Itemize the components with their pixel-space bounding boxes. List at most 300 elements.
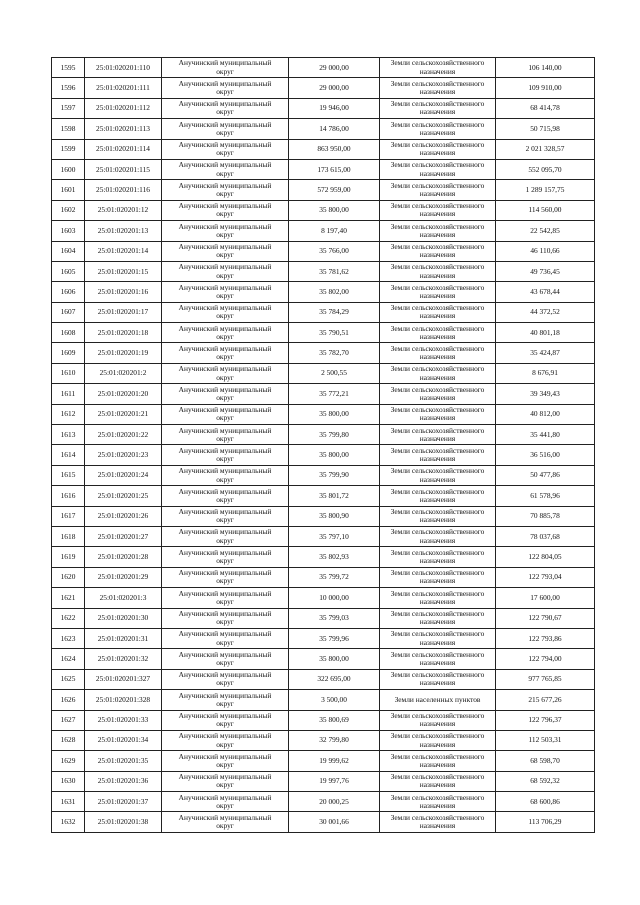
land-category-cell [380,465,496,485]
category-line-1: Земли сельскохозяйственного [390,445,485,455]
area-cell: 35 802,93 [289,547,380,567]
table-row [52,425,595,445]
cadastral-number-cell: 25:01:020201:30 [85,608,162,628]
row-number-cell: 1600 [52,159,85,179]
table-row [52,628,595,648]
row-number-cell: 1621 [52,588,85,608]
land-category-cell [380,588,496,608]
land-category-cell [380,78,496,98]
area-cell: 35 772,21 [289,384,380,404]
cadastral-number-cell: 25:01:020201:14 [85,241,162,261]
category-line-1: Земли сельскохозяйственного [390,303,485,313]
owner-line-1: Анучинский муниципальный [178,507,272,517]
land-category-cell [380,730,496,750]
area-cell: 19 997,76 [289,771,380,791]
owner-cell [162,445,289,465]
category-line-2: назначения [419,719,456,729]
table-row [52,506,595,526]
cadastral-number-cell: 25:01:020201:31 [85,628,162,648]
category-line-1: Земли сельскохозяйственного [390,507,485,517]
cadastral-value-cell: 50 477,86 [496,465,595,485]
cadastral-number-cell: 25:01:020201:32 [85,649,162,669]
cadastral-value-cell: 122 793,86 [496,628,595,648]
cadastral-number-cell: 25:01:020201:36 [85,771,162,791]
area-cell: 35 799,96 [289,628,380,648]
cadastral-value-cell: 35 441,80 [496,425,595,445]
cadastral-value-cell: 68 598,70 [496,751,595,771]
cadastral-value-cell: 977 765,85 [496,669,595,689]
cadastral-value-cell: 112 503,31 [496,730,595,750]
row-number-cell: 1595 [52,58,85,78]
row-number-cell: 1596 [52,78,85,98]
cadastral-value-cell: 552 095,70 [496,159,595,179]
owner-line-1: Анучинский муниципальный [178,670,272,680]
land-category-cell [380,139,496,159]
category-line-2: назначения [419,372,456,382]
owner-line-2: округ [216,87,234,97]
category-line-1: Земли сельскохозяйственного [390,343,485,353]
category-line-1: Земли сельскохозяйственного [390,221,485,231]
owner-line-1: Анучинский муниципальный [178,282,272,292]
owner-line-2: округ [216,535,234,545]
area-cell: 35 799,72 [289,567,380,587]
land-category-cell [380,343,496,363]
row-number-cell: 1601 [52,180,85,200]
cadastral-number-cell: 25:01:020201:115 [85,159,162,179]
table-row [52,323,595,343]
row-number-cell: 1608 [52,323,85,343]
row-number-cell: 1632 [52,812,85,832]
land-category-cell [380,58,496,78]
cadastral-number-cell: 25:01:020201:20 [85,384,162,404]
owner-line-2: округ [216,556,234,566]
cadastral-value-cell: 215 677,26 [496,690,595,710]
category-line-2: назначения [419,556,456,566]
owner-line-1: Анучинский муниципальный [178,160,272,170]
cadastral-number-cell: 25:01:020201:114 [85,139,162,159]
land-category-cell [380,159,496,179]
row-number-cell: 1628 [52,730,85,750]
table-row [52,200,595,220]
row-number-cell: 1624 [52,649,85,669]
owner-line-2: округ [216,189,234,199]
row-number-cell: 1623 [52,628,85,648]
row-number-cell: 1630 [52,771,85,791]
cadastral-number-cell: 25:01:020201:15 [85,261,162,281]
area-cell: 572 959,00 [289,180,380,200]
row-number-cell: 1603 [52,221,85,241]
cadastral-value-cell: 106 140,00 [496,58,595,78]
owner-line-2: округ [216,637,234,647]
table-row [52,119,595,139]
owner-line-2: округ [216,290,234,300]
owner-cell [162,180,289,200]
category-line-2: назначения [419,331,456,341]
area-cell: 35 800,90 [289,506,380,526]
land-category-cell [380,628,496,648]
owner-line-1: Анучинский муниципальный [178,140,272,150]
land-category-cell [380,486,496,506]
table-row [52,608,595,628]
owner-cell [162,771,289,791]
land-category-cell [380,241,496,261]
row-number-cell: 1620 [52,567,85,587]
owner-line-2: округ [216,209,234,219]
category-line-1: Земли сельскохозяйственного [390,609,485,619]
table-row [52,486,595,506]
category-line-1: Земли сельскохозяйственного [390,588,485,598]
owner-cell [162,78,289,98]
owner-line-1: Анучинский муниципальный [178,772,272,782]
category-line-2: назначения [419,270,456,280]
table-row [52,139,595,159]
land-category-cell [380,669,496,689]
owner-line-2: округ [216,658,234,668]
owner-line-1: Анучинский муниципальный [178,58,272,68]
area-cell: 19 946,00 [289,98,380,118]
cadastral-number-cell: 25:01:020201:3 [85,588,162,608]
owner-line-2: округ [216,739,234,749]
area-cell: 3 500,00 [289,690,380,710]
category-line-2: назначения [419,576,456,586]
area-cell: 35 800,00 [289,200,380,220]
category-line-1: Земли сельскохозяйственного [390,119,485,129]
category-line-1: Земли сельскохозяйственного [390,629,485,639]
category-line-1: Земли сельскохозяйственного [390,201,485,211]
category-line-1: Земли сельскохозяйственного [390,710,485,720]
owner-cell [162,343,289,363]
owner-line-1: Анучинский муниципальный [178,466,272,476]
area-cell: 863 950,00 [289,139,380,159]
land-category-cell [380,323,496,343]
cadastral-number-cell: 25:01:020201:27 [85,526,162,546]
owner-cell [162,363,289,383]
category-line-1: Земли сельскохозяйственного [390,99,485,109]
owner-cell [162,792,289,812]
cadastral-number-cell: 25:01:020201:38 [85,812,162,832]
area-cell: 35 799,80 [289,425,380,445]
owner-line-2: округ [216,494,234,504]
cadastral-number-cell: 25:01:020201:110 [85,58,162,78]
area-cell: 32 799,80 [289,730,380,750]
land-category-cell [380,180,496,200]
cadastral-value-cell: 122 804,05 [496,547,595,567]
row-number-cell: 1615 [52,465,85,485]
cadastral-number-cell: 25:01:020201:34 [85,730,162,750]
area-cell: 35 782,70 [289,343,380,363]
row-number-cell: 1626 [52,690,85,710]
land-category-cell [380,710,496,730]
owner-cell [162,404,289,424]
area-cell: 35 802,00 [289,282,380,302]
category-line-1: Земли сельскохозяйственного [390,242,485,251]
owner-cell [162,159,289,179]
category-line-1: Земли сельскохозяйственного [390,466,485,476]
owner-line-2: округ [216,413,234,423]
owner-line-2: округ [216,168,234,178]
land-category-cell [380,425,496,445]
row-number-cell: 1606 [52,282,85,302]
cadastral-value-cell: 8 676,91 [496,363,595,383]
land-category-cell [380,302,496,322]
cadastral-value-cell: 68 414,78 [496,98,595,118]
owner-cell [162,465,289,485]
owner-line-2: округ [216,352,234,362]
category-line-1: Земли сельскохозяйственного [390,405,485,415]
row-number-cell: 1625 [52,669,85,689]
category-line-1: Земли сельскохозяйственного [390,262,485,272]
area-cell: 35 781,62 [289,261,380,281]
land-registry-table [51,57,595,833]
cadastral-value-cell: 44 372,52 [496,302,595,322]
owner-line-2: округ [216,596,234,606]
row-number-cell: 1629 [52,751,85,771]
owner-line-2: округ [216,800,234,810]
category-line-2: назначения [419,759,456,769]
category-line-1: Земли сельскохозяйственного [390,670,485,680]
area-cell: 19 999,62 [289,751,380,771]
category-line-2: назначения [419,107,456,117]
area-cell: 35 790,51 [289,323,380,343]
land-category-cell [380,751,496,771]
cadastral-value-cell: 109 910,00 [496,78,595,98]
category-line-1: Земли сельскохозяйственного [390,58,485,68]
category-line-2: назначения [419,433,456,443]
category-line-1: Земли сельскохозяйственного [390,812,485,822]
owner-line-1: Анучинский муниципальный [178,609,272,619]
table-row [52,669,595,689]
category-line-2: назначения [419,800,456,810]
category-line-1: Земли сельскохозяйственного [390,78,485,88]
owner-cell [162,200,289,220]
area-cell: 35 766,00 [289,241,380,261]
cadastral-value-cell: 40 801,18 [496,323,595,343]
owner-line-1: Анучинский муниципальный [178,262,272,272]
row-number-cell: 1627 [52,710,85,730]
owner-line-2: округ [216,821,234,831]
owner-line-1: Анучинский муниципальный [178,547,272,557]
table-row [52,221,595,241]
area-cell: 35 799,90 [289,465,380,485]
table-row [52,792,595,812]
owner-line-1: Анучинский муниципальный [178,425,272,435]
cadastral-number-cell: 25:01:020201:19 [85,343,162,363]
land-category-cell [380,221,496,241]
cadastral-number-cell: 25:01:020201:33 [85,710,162,730]
cadastral-number-cell: 25:01:020201:24 [85,465,162,485]
table-row [52,404,595,424]
category-line-2: назначения [419,229,456,239]
cadastral-value-cell: 68 600,86 [496,792,595,812]
owner-cell [162,323,289,343]
owner-line-1: Анучинский муниципальный [178,201,272,211]
area-cell: 29 000,00 [289,78,380,98]
table-row [52,771,595,791]
owner-line-1: Анучинский муниципальный [178,792,272,802]
cadastral-number-cell: 25:01:020201:23 [85,445,162,465]
category-line-1: Земли сельскохозяйственного [390,384,485,394]
table-row [52,526,595,546]
owner-cell [162,261,289,281]
category-line-2: назначения [419,535,456,545]
cadastral-value-cell: 114 560,00 [496,200,595,220]
category-line-2: назначения [419,209,456,219]
category-line-2: назначения [419,821,456,831]
cadastral-number-cell: 25:01:020201:18 [85,323,162,343]
category-line-2: назначения [419,352,456,362]
cadastral-number-cell: 25:01:020201:29 [85,567,162,587]
owner-cell [162,730,289,750]
cadastral-value-cell: 43 678,44 [496,282,595,302]
category-line-1: Земли сельскохозяйственного [390,527,485,537]
owner-line-1: Анучинский муниципальный [178,242,272,251]
owner-cell [162,751,289,771]
owner-cell [162,567,289,587]
owner-line-1: Анучинский муниципальный [178,812,272,822]
category-line-1: Земли сельскохозяйственного [390,731,485,741]
land-category-cell [380,384,496,404]
row-number-cell: 1607 [52,302,85,322]
area-cell: 35 797,10 [289,526,380,546]
owner-cell [162,384,289,404]
owner-cell [162,812,289,832]
area-cell: 2 500,55 [289,363,380,383]
category-line-1: Земли сельскохозяйственного [390,425,485,435]
owner-line-2: округ [216,678,234,688]
table-row [52,78,595,98]
land-category-cell [380,200,496,220]
row-number-cell: 1631 [52,792,85,812]
row-number-cell: 1610 [52,363,85,383]
owner-cell [162,506,289,526]
owner-line-1: Анучинский муниципальный [178,629,272,639]
owner-line-2: округ [216,617,234,627]
cadastral-number-cell: 25:01:020201:21 [85,404,162,424]
land-category-cell [380,608,496,628]
cadastral-number-cell: 25:01:020201:113 [85,119,162,139]
row-number-cell: 1618 [52,526,85,546]
owner-line-2: округ [216,229,234,239]
category-line-2: назначения [419,87,456,97]
owner-line-1: Анучинский муниципальный [178,405,272,415]
table-row [52,98,595,118]
category-line-1: Земли сельскохозяйственного [390,568,485,578]
owner-line-2: округ [216,392,234,402]
owner-line-1: Анучинский муниципальный [178,690,272,700]
row-number-cell: 1619 [52,547,85,567]
owner-line-2: округ [216,107,234,117]
row-number-cell: 1605 [52,261,85,281]
table-row [52,302,595,322]
area-cell: 35 784,29 [289,302,380,322]
cadastral-value-cell: 40 812,00 [496,404,595,424]
table-row [52,588,595,608]
cadastral-value-cell: 68 592,32 [496,771,595,791]
cadastral-number-cell: 25:01:020201:26 [85,506,162,526]
table-row [52,547,595,567]
area-cell: 35 800,00 [289,404,380,424]
owner-line-2: округ [216,331,234,341]
table-row [52,730,595,750]
area-cell: 35 800,69 [289,710,380,730]
cadastral-number-cell: 25:01:020201:35 [85,751,162,771]
cadastral-number-cell: 25:01:020201:13 [85,221,162,241]
cadastral-value-cell: 46 110,66 [496,241,595,261]
cadastral-number-cell: 25:01:020201:16 [85,282,162,302]
owner-cell [162,690,289,710]
row-number-cell: 1616 [52,486,85,506]
owner-cell [162,486,289,506]
category-line-2: назначения [419,250,456,260]
owner-line-2: округ [216,433,234,443]
land-category-cell [380,445,496,465]
owner-line-2: округ [216,759,234,769]
cadastral-value-cell: 1 289 157,75 [496,180,595,200]
cadastral-value-cell: 39 349,43 [496,384,595,404]
cadastral-number-cell: 25:01:020201:37 [85,792,162,812]
cadastral-value-cell: 113 706,29 [496,812,595,832]
owner-line-1: Анучинский муниципальный [178,364,272,374]
cadastral-value-cell: 61 578,96 [496,486,595,506]
owner-line-1: Анучинский муниципальный [178,343,272,353]
cadastral-value-cell: 122 790,67 [496,608,595,628]
table-row [52,363,595,383]
row-number-cell: 1613 [52,425,85,445]
cadastral-value-cell: 49 736,45 [496,261,595,281]
category-line-2: назначения [419,454,456,464]
category-line-1: Земли сельскохозяйственного [390,140,485,150]
row-number-cell: 1611 [52,384,85,404]
land-category-cell [380,792,496,812]
owner-line-2: округ [216,270,234,280]
category-line-2: назначения [419,189,456,199]
owner-line-1: Анучинский муниципальный [178,588,272,598]
area-cell: 173 615,00 [289,159,380,179]
category-line-2: назначения [419,66,456,76]
row-number-cell: 1609 [52,343,85,363]
cadastral-number-cell: 25:01:020201:22 [85,425,162,445]
land-category-cell [380,261,496,281]
owner-line-1: Анучинский муниципальный [178,99,272,109]
row-number-cell: 1604 [52,241,85,261]
table-row [52,751,595,771]
category-line-1: Земли сельскохозяйственного [390,792,485,802]
row-number-cell: 1597 [52,98,85,118]
land-category-cell [380,649,496,669]
owner-line-1: Анучинский муниципальный [178,384,272,394]
owner-line-2: округ [216,515,234,525]
cadastral-value-cell: 122 794,00 [496,649,595,669]
owner-cell [162,98,289,118]
owner-line-1: Анучинский муниципальный [178,303,272,313]
owner-line-1: Анучинский муниципальный [178,568,272,578]
land-category-cell [380,506,496,526]
owner-cell [162,282,289,302]
owner-cell [162,710,289,730]
category-line-1: Земли населенных пунктов [394,694,481,704]
area-cell: 14 786,00 [289,119,380,139]
owner-line-1: Анучинский муниципальный [178,649,272,659]
category-line-2: назначения [419,678,456,688]
cadastral-value-cell: 122 793,04 [496,567,595,587]
owner-line-1: Анучинский муниципальный [178,221,272,231]
category-line-2: назначения [419,617,456,627]
category-line-2: назначения [419,494,456,504]
owner-line-1: Анучинский муниципальный [178,180,272,190]
owner-line-1: Анучинский муниципальный [178,119,272,129]
table-row [52,690,595,710]
category-line-2: назначения [419,658,456,668]
